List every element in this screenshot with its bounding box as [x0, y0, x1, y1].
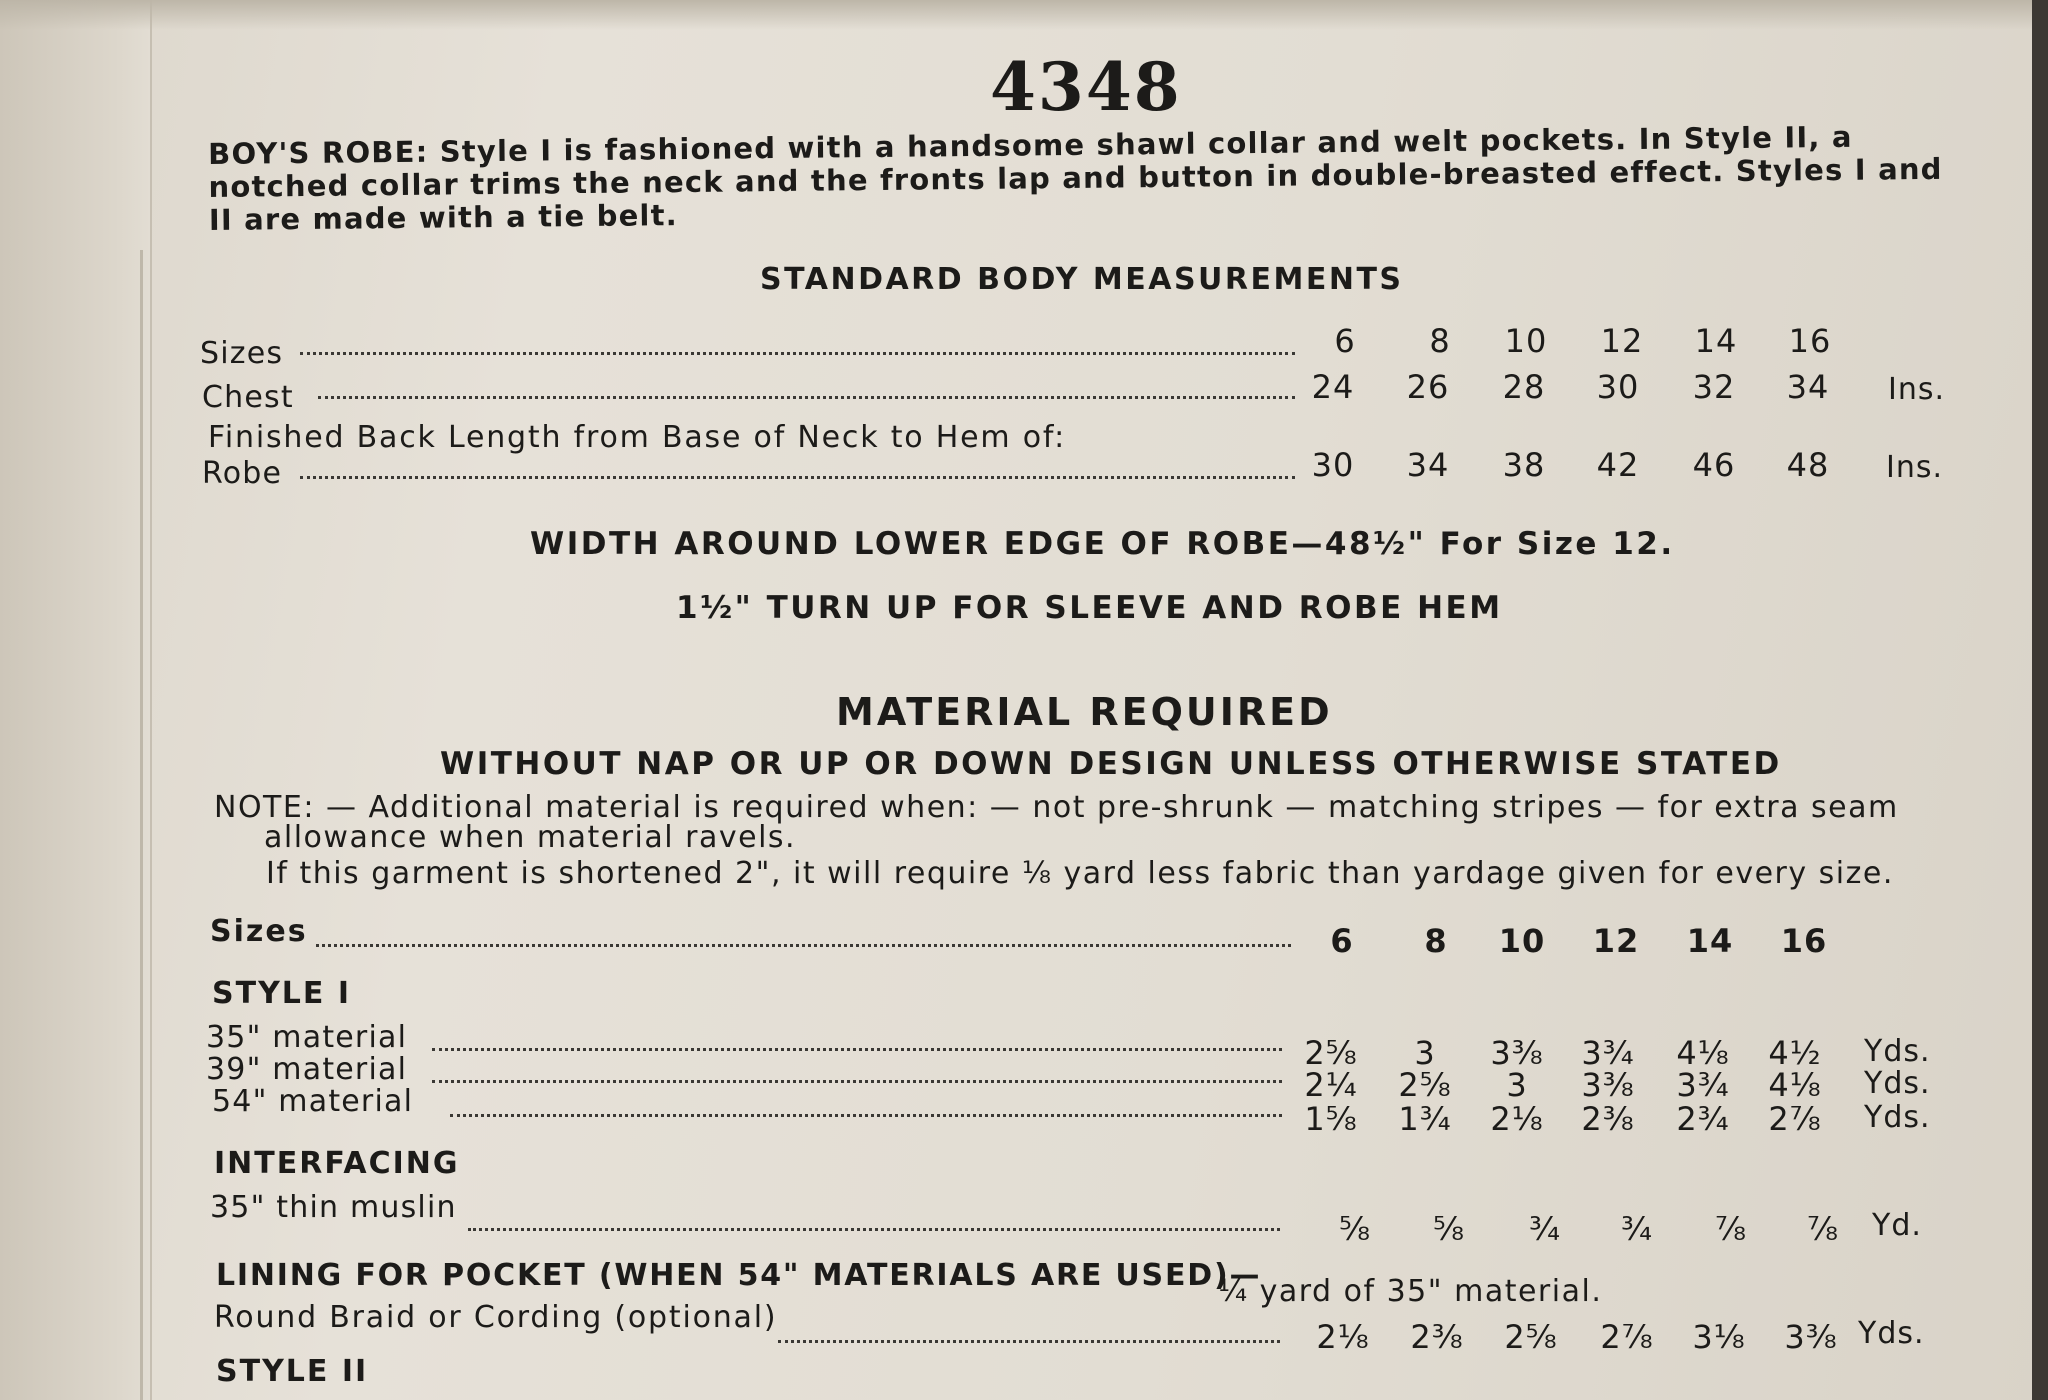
- yardage-cell: 3⅜: [1490, 1034, 1544, 1072]
- chest-cell: 30: [1596, 368, 1640, 406]
- braid-cell: 2⅞: [1600, 1318, 1654, 1356]
- yardage-cell: 4⅛: [1768, 1066, 1822, 1104]
- interfacing-cell: ¾: [1528, 1210, 1561, 1248]
- braid-cell: 2⅛: [1316, 1318, 1370, 1356]
- yardage-cell: 2⅛: [1490, 1100, 1544, 1138]
- dot-leader: [300, 476, 1295, 479]
- braid-cell: 2⅝: [1504, 1318, 1558, 1356]
- interfacing-label: 35" thin muslin: [210, 1190, 457, 1225]
- robe-cell: 48: [1786, 446, 1830, 484]
- interfacing-unit: Yd.: [1872, 1208, 1922, 1243]
- size-cell: 12: [1600, 322, 1644, 360]
- chest-cell: 26: [1406, 368, 1450, 406]
- yardage-unit: Yds.: [1864, 1066, 1931, 1101]
- size-cell: 8: [1429, 322, 1451, 360]
- size-cell: 6: [1334, 322, 1356, 360]
- braid-cell: 3⅛: [1692, 1318, 1746, 1356]
- yardage-cell: 2⅜: [1581, 1100, 1635, 1138]
- braid-unit: Yds.: [1858, 1316, 1925, 1351]
- chest-label: Chest: [202, 380, 294, 415]
- material-size-cell: 6: [1330, 922, 1354, 960]
- pattern-description: BOY'S ROBE: Style I is fashioned with a handsome shawl collar and welt pockets. In Style II, a notched collar trims the neck and the fronts lap and button in double-breasted effect. Styles I and II are made with a tie belt.: [207, 119, 1943, 237]
- yardage-cell: 3¾: [1581, 1034, 1635, 1072]
- material-size-cell: 8: [1424, 922, 1448, 960]
- dot-leader: [468, 1228, 1280, 1231]
- material-sizes-label: Sizes: [210, 914, 308, 949]
- note-line-3: If this garment is shortened 2", it will require ⅛ yard less fabric than yardage given for every size.: [266, 856, 1894, 891]
- yardage-unit: Yds.: [1864, 1100, 1931, 1135]
- chest-cell: 32: [1692, 368, 1736, 406]
- material-size-cell: 14: [1686, 922, 1734, 960]
- interfacing-cell: ⅝: [1432, 1210, 1465, 1248]
- yardage-cell: 4½: [1768, 1034, 1822, 1072]
- robe-cell: 46: [1692, 446, 1736, 484]
- chest-unit: Ins.: [1888, 372, 1946, 407]
- material-size-cell: 16: [1780, 922, 1828, 960]
- lining-text: ¼ yard of 35" material.: [1218, 1274, 1603, 1309]
- yardage-cell: 3¾: [1676, 1066, 1730, 1104]
- interfacing-heading: INTERFACING: [214, 1146, 460, 1181]
- braid-cell: 2⅜: [1410, 1318, 1464, 1356]
- dot-leader: [778, 1340, 1280, 1343]
- yardage-cell: 3⅜: [1581, 1066, 1635, 1104]
- material-subheading: WITHOUT NAP OR UP OR DOWN DESIGN UNLESS OTHERWISE STATED: [440, 746, 1782, 782]
- interfacing-cell: ¾: [1620, 1210, 1653, 1248]
- dot-leader: [300, 352, 1295, 355]
- robe-cell: 38: [1502, 446, 1546, 484]
- note-line-2: allowance when material ravels.: [264, 820, 797, 855]
- robe-cell: 30: [1311, 446, 1355, 484]
- robe-unit: Ins.: [1886, 450, 1944, 485]
- style-2-heading: STYLE II: [216, 1354, 369, 1389]
- size-cell: 16: [1788, 322, 1832, 360]
- interfacing-cell: ⅞: [1806, 1210, 1839, 1248]
- size-cell: 10: [1504, 322, 1548, 360]
- robe-cell: 34: [1406, 446, 1450, 484]
- material-size-cell: 10: [1498, 922, 1546, 960]
- back-length-label: Finished Back Length from Base of Neck to Hem of:: [208, 420, 1067, 455]
- yardage-cell: 2⅝: [1398, 1066, 1452, 1104]
- pattern-number: 4348: [990, 48, 1182, 126]
- yardage-cell: 3: [1414, 1034, 1436, 1072]
- chest-cell: 28: [1502, 368, 1546, 406]
- dot-leader: [432, 1080, 1282, 1083]
- braid-cell: 3⅜: [1784, 1318, 1838, 1356]
- material-size-cell: 12: [1592, 922, 1640, 960]
- interfacing-cell: ⅝: [1338, 1210, 1371, 1248]
- robe-label: Robe: [202, 456, 283, 491]
- dot-leader: [432, 1048, 1282, 1051]
- style-1-row-label: 39" material: [206, 1052, 408, 1087]
- width-line: WIDTH AROUND LOWER EDGE OF ROBE—48½" For Size 12.: [530, 526, 1675, 562]
- yardage-cell: 1¾: [1398, 1100, 1452, 1138]
- dot-leader: [318, 396, 1295, 399]
- sizes-label: Sizes: [200, 336, 284, 371]
- style-1-row-label: 35" material: [206, 1020, 408, 1055]
- yardage-cell: 2⅝: [1304, 1034, 1358, 1072]
- chest-cell: 34: [1786, 368, 1830, 406]
- chest-cell: 24: [1311, 368, 1355, 406]
- yardage-cell: 2¼: [1304, 1066, 1358, 1104]
- braid-label: Round Braid or Cording (optional): [214, 1300, 778, 1335]
- yardage-unit: Yds.: [1864, 1034, 1931, 1069]
- turn-up-line: 1½" TURN UP FOR SLEEVE AND ROBE HEM: [676, 590, 1503, 626]
- style-1-row-label: 54" material: [212, 1084, 414, 1119]
- robe-cell: 42: [1596, 446, 1640, 484]
- dot-leader: [316, 944, 1291, 947]
- body-measurements-heading: STANDARD BODY MEASUREMENTS: [760, 262, 1404, 297]
- interfacing-cell: ⅞: [1714, 1210, 1747, 1248]
- dot-leader: [450, 1114, 1282, 1117]
- style-1-heading: STYLE I: [212, 976, 352, 1011]
- note-line-1: NOTE: — Additional material is required when: — not pre-shrunk — matching stripes — for extra seam: [214, 790, 1899, 825]
- yardage-cell: 4⅛: [1676, 1034, 1730, 1072]
- material-required-heading: MATERIAL REQUIRED: [836, 690, 1333, 734]
- yardage-cell: 1⅝: [1304, 1100, 1358, 1138]
- yardage-cell: 2⅞: [1768, 1100, 1822, 1138]
- lining-heading: LINING FOR POCKET (WHEN 54" MATERIALS ARE USED)—: [216, 1258, 1262, 1293]
- size-cell: 14: [1694, 322, 1738, 360]
- yardage-cell: 2¾: [1676, 1100, 1730, 1138]
- yardage-cell: 3: [1506, 1066, 1528, 1104]
